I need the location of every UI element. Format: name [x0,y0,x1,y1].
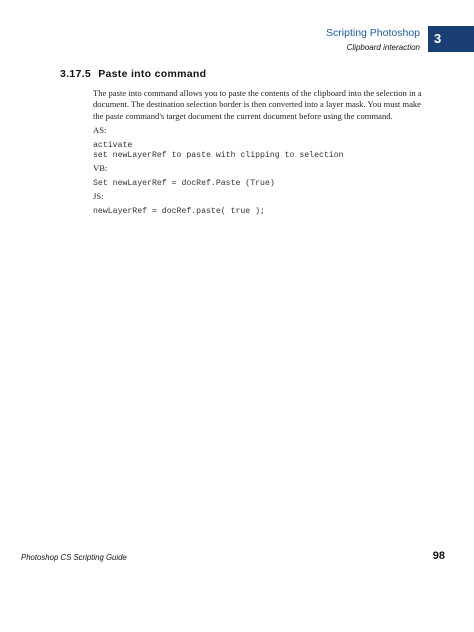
vbscript-label: VB: [93,163,108,173]
body-paragraph: The paste into command allows you to paste the contents of the clipboard into the selection in a document. The destination selection border is then converted into a layer mask. You must make the paste command's target document the current document before using the command. [93,88,422,121]
section-number: 3.17.5 [60,68,91,80]
section-heading [60,68,206,80]
javascript-code: newLayerRef = docRef.paste( true ); [93,207,265,216]
applescript-code-line-1: activate [93,141,133,150]
chapter-number-tab: 3 [428,26,474,52]
running-header-subtitle: Clipboard interaction [346,43,420,52]
footer-guide-title: Photoshop CS Scripting Guide [21,553,127,562]
page-number: 98 [432,550,445,562]
vbscript-code: Set newLayerRef = docRef.Paste (True) [93,179,275,188]
section-title: Paste into command [98,68,207,80]
running-header-title: Scripting Photoshop [326,27,420,39]
applescript-label: AS: [93,125,107,135]
javascript-label: JS: [93,191,104,201]
applescript-code-line-2: set newLayerRef to paste with clipping to selection [93,151,344,160]
